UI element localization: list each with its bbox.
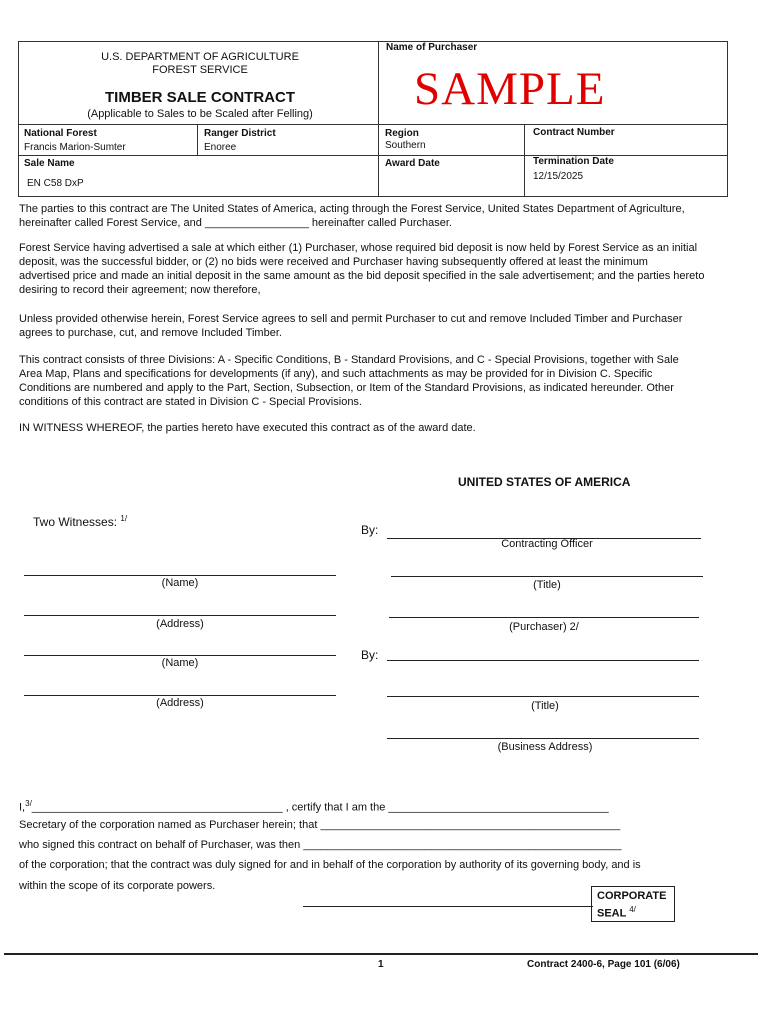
by-label-1: By: xyxy=(361,523,379,537)
footer-rule xyxy=(4,953,758,955)
paragraph-line: Forest Service having advertised a sale at which either (1) Purchaser, whose required bid deposit is now held by Forest Service as an initial xyxy=(19,242,698,254)
paragraph-divisions xyxy=(19,353,679,409)
footnote-3: 3/ xyxy=(25,799,32,808)
row-divider-1 xyxy=(18,124,728,125)
region-label: Region xyxy=(385,128,419,139)
ranger-district-label: Ranger District xyxy=(204,128,276,139)
secretary-signature-line[interactable] xyxy=(303,906,593,907)
witness-address-line-2[interactable] xyxy=(24,695,336,696)
business-address-caption: (Business Address) xyxy=(497,741,593,753)
agency-line-2: FOREST SERVICE xyxy=(152,64,248,76)
purchaser-caption xyxy=(389,621,699,633)
seal-line-2: SEAL xyxy=(597,907,627,920)
agency-name xyxy=(40,51,360,77)
paragraph-line: conditions of this contract are stated in Division C - Special Provisions. xyxy=(19,396,362,408)
paragraph-agreement xyxy=(19,312,682,340)
title-caption-2: (Title) xyxy=(531,700,559,712)
witness-name-line-2[interactable] xyxy=(24,655,336,656)
name-of-purchaser-label: Name of Purchaser xyxy=(386,42,478,53)
sale-name-label: Sale Name xyxy=(24,158,75,169)
paragraph-witness: IN WITNESS WHEREOF, the parties hereto have executed this contract as of the award date. xyxy=(19,422,476,434)
title-line-1[interactable] xyxy=(391,576,703,577)
witness-name-line-1[interactable] xyxy=(24,575,336,576)
witness-address-caption-1: (Address) xyxy=(156,618,204,630)
page-title: TIMBER SALE CONTRACT xyxy=(105,89,295,106)
award-date-label: Award Date xyxy=(385,158,440,169)
paragraph-line: The parties to this contract are The United States of America, acting through the Forest Service, United States Department of Agriculture, xyxy=(19,203,685,215)
contract-number-label: Contract Number xyxy=(533,127,615,138)
sale-name-value: EN C58 DxP xyxy=(27,178,84,189)
two-witnesses-text: Two Witnesses: xyxy=(33,515,118,529)
witness-address-caption-2: (Address) xyxy=(156,697,204,709)
agency-line-1: U.S. DEPARTMENT OF AGRICULTURE xyxy=(101,51,299,63)
paragraph-line: deposit, was the successful bidder, or (2) no bids were received and Purchaser having subsequently offered at least the minimum xyxy=(19,256,648,268)
by-label-2: By: xyxy=(361,648,379,662)
paragraph-advertised xyxy=(19,241,704,297)
page-number: 1 xyxy=(378,959,384,970)
col-divider-3 xyxy=(524,124,525,197)
row-divider-2 xyxy=(18,155,728,156)
purchaser-signature-line[interactable] xyxy=(387,660,699,661)
header-divider xyxy=(378,41,379,124)
footnote-4: 4/ xyxy=(629,905,636,914)
certification-line-1 xyxy=(19,797,609,815)
certification-line-3: who signed this contract on behalf of Purchaser, was then ____________________________________________________ xyxy=(19,839,622,851)
paragraph-line: This contract consists of three Divisions: A - Specific Conditions, B - Standard Provisions, and C - Special Provisions, together with Sale xyxy=(19,354,679,366)
region-value: Southern xyxy=(385,140,426,151)
col-divider-1 xyxy=(197,124,198,155)
form-number: Contract 2400-6, Page 101 (6/06) xyxy=(527,959,680,970)
page-subtitle: (Applicable to Sales to be Scaled after Felling) xyxy=(87,108,313,120)
certification-line-5: within the scope of its corporate powers. xyxy=(19,880,216,892)
witness-name-caption-1: (Name) xyxy=(161,577,199,589)
paragraph-line: Unless provided otherwise herein, Forest Service agrees to sell and permit Purchaser to cut and remove Included Timber and Purchaser xyxy=(19,313,683,325)
corporate-seal-box xyxy=(591,886,675,922)
seal-line-1: CORPORATE xyxy=(597,890,667,902)
paragraph-line: Conditions are numbered and apply to the Part, Section, Subsection, or Item of the Standard Provisions, as indicated hereunder. Other xyxy=(19,382,674,394)
footnote-2: 2/ xyxy=(569,621,579,633)
paragraph-line: Area Map, Plans and specifications for developments (if any), and such attachments as may be provided for in Division C. Specific xyxy=(19,368,653,380)
col-divider-2 xyxy=(378,124,379,197)
cert-i: I, xyxy=(19,801,26,814)
certification-line-4: of the corporation; that the contract was duly signed for and in behalf of the corporation by authority of its governing body, and is xyxy=(19,859,641,871)
witness-address-line-1[interactable] xyxy=(24,615,336,616)
purchaser-text: (Purchaser) xyxy=(509,621,567,633)
cert-rest: , certify that I am the ____________________________________ xyxy=(285,801,609,814)
contracting-officer-caption: Contracting Officer xyxy=(501,538,593,550)
usa-heading: UNITED STATES OF AMERICA xyxy=(458,475,631,489)
paragraph-line: hereinafter called Forest Service, and _________________ hereinafter called Purchaser. xyxy=(19,217,452,229)
certification-line-2: Secretary of the corporation named as Purchaser herein; that _________________________________________________ xyxy=(19,819,621,831)
footnote-1: 1/ xyxy=(120,514,128,523)
national-forest-label: National Forest xyxy=(24,128,97,139)
sample-watermark: SAMPLE xyxy=(414,63,606,115)
purchaser-line[interactable] xyxy=(389,617,699,618)
paragraph-line: agrees to purchase, cut, and remove Included Timber. xyxy=(19,327,282,339)
termination-date-value: 12/15/2025 xyxy=(533,171,584,182)
business-address-line[interactable] xyxy=(387,738,699,739)
paragraph-line: desiring to record their agreement; now therefore, xyxy=(19,284,261,296)
national-forest-value: Francis Marion-Sumter xyxy=(24,142,126,153)
paragraph-line: advertised price and made an initial deposit in the same amount as the bid deposit specified in the sale advertisement; and the parties hereto xyxy=(19,270,705,282)
title-line-2[interactable] xyxy=(387,696,699,697)
cert-blank: _________________________________________ xyxy=(31,801,283,814)
termination-date-label: Termination Date xyxy=(533,156,614,167)
witness-name-caption-2: (Name) xyxy=(161,657,199,669)
ranger-district-value: Enoree xyxy=(204,142,237,153)
paragraph-parties xyxy=(19,202,685,230)
title-caption-1: (Title) xyxy=(533,579,561,591)
two-witnesses-label xyxy=(33,514,127,529)
